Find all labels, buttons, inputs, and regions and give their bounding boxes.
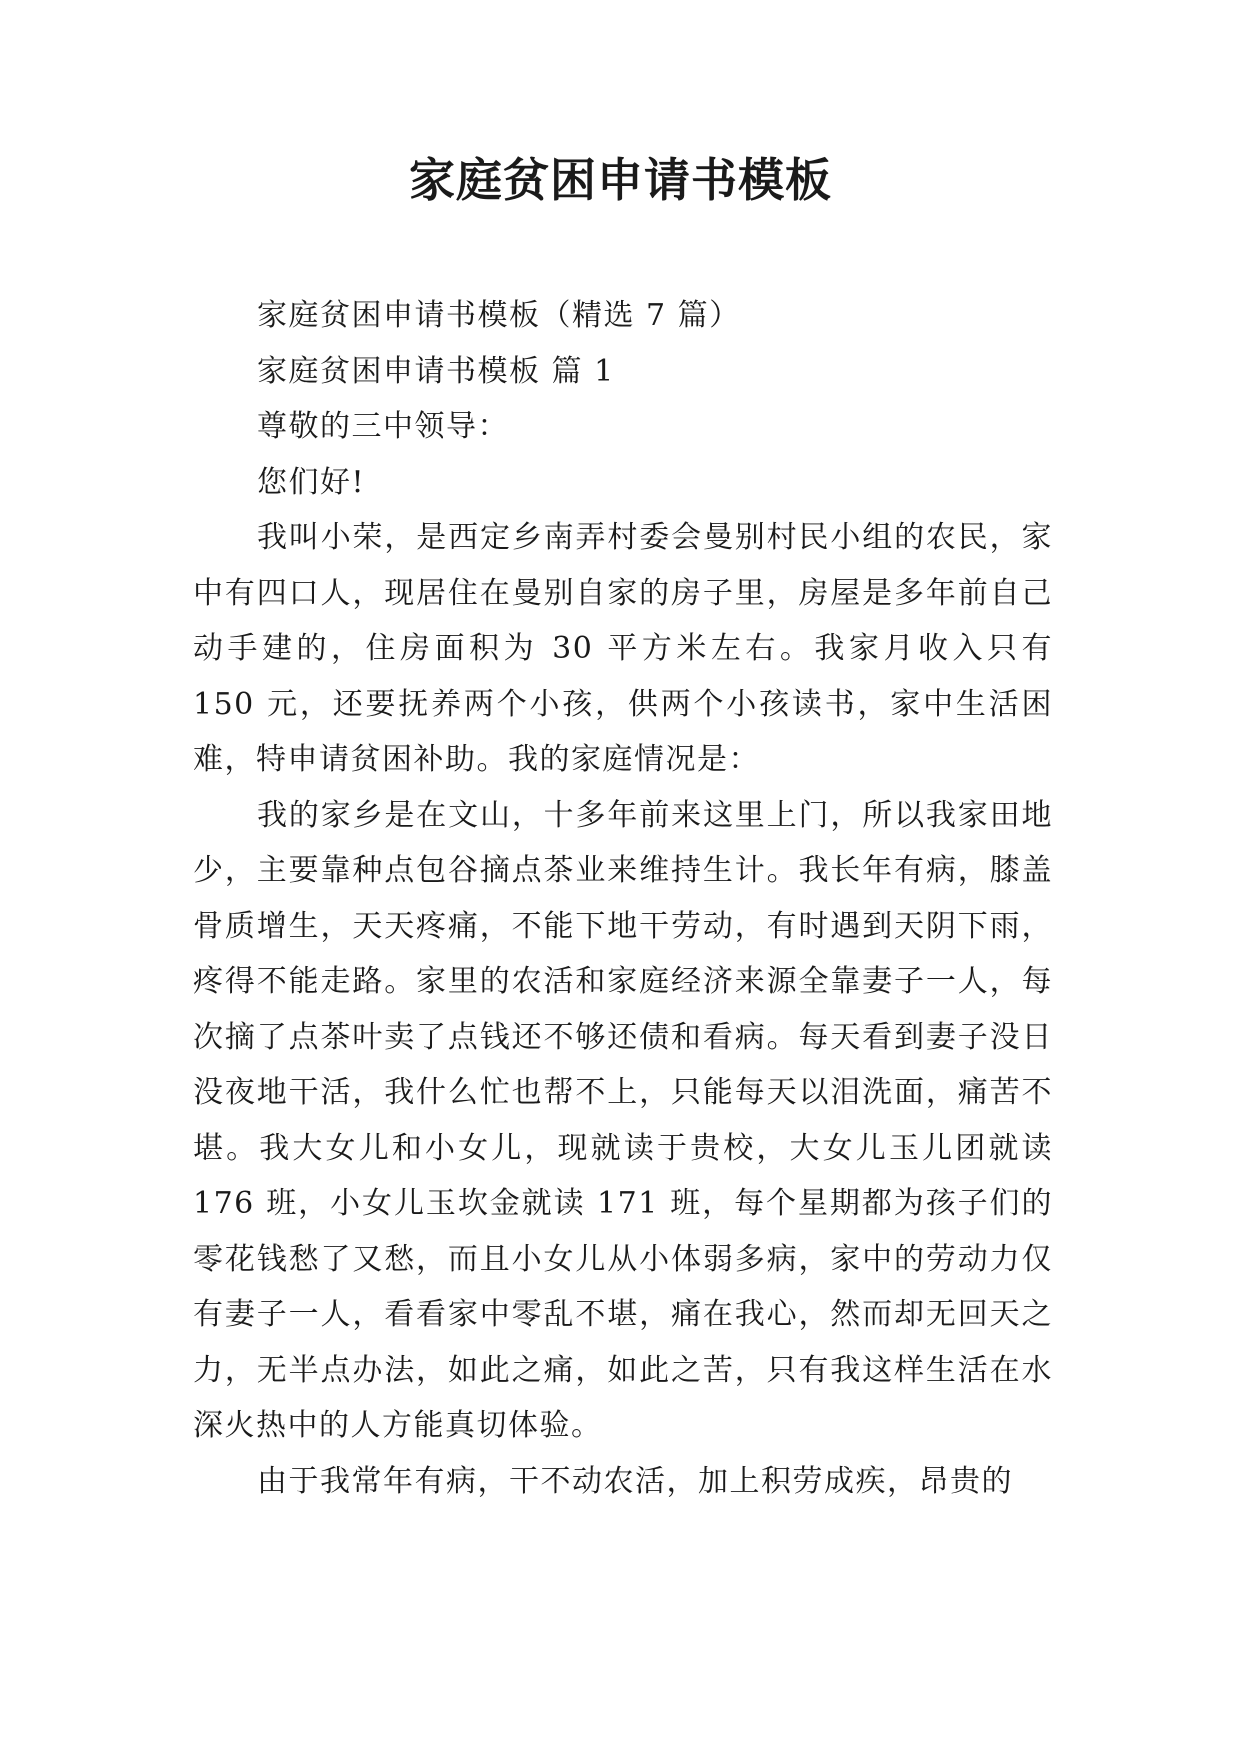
- greeting: 您们好!: [257, 464, 366, 500]
- document-title: 家庭贫困申请书模板: [409, 153, 832, 207]
- document-subtitle: 家庭贫困申请书模板（精选 7 篇）: [257, 298, 741, 333]
- salutation: 尊敬的三中领导：: [257, 409, 509, 444]
- paragraph-1: 我叫小荣，是西定乡南弄村委会曼别村民小组的农民，家中有四口人，现居住在曼别自家的房子里，房屋是多年前自己动手建的，住房面积为 30 平方米左右。我家月收入只有 150 元，还要抚养两个小孩，供两个小孩读书，家中生活困难，特申请贫困补助。我的家庭情况是：: [193, 520, 1053, 777]
- section-heading: 家庭贫困申请书模板 篇 1: [257, 353, 615, 389]
- paragraph-2: 我的家乡是在文山，十多年前来这里上门，所以我家田地少，主要靠种点包谷摘点茶业来维持生计。我长年有病，膝盖骨质增生，天天疼痛，不能下地干劳动，有时遇到天阴下雨，疼得不能走路。家里的农活和家庭经济来源全靠妻子一人，每次摘了点茶叶卖了点钱还不够还债和看病。每天看到妻子没日没夜地干活，我什么忙也帮不上，只能每天以泪洗面，痛苦不堪。我大女儿和小女儿，现就读于贵校，大女儿玉儿团就读 176 班，小女儿玉坎金就读 171 班，每个星期都为孩子们的零花钱愁了又愁，而且小女儿从小体弱多病，家中的劳动力仅有妻子一人，看看家中零乱不堪，痛在我心，然而却无回天之力，无半点办法，如此之痛，如此之苦，只有我这样生活在水深火热中的人方能真切体验。: [193, 797, 1053, 1443]
- document-body: [193, 288, 1053, 1509]
- paragraph-3: 由于我常年有病，干不动农活，加上积劳成疾，昂贵的: [257, 1463, 1013, 1499]
